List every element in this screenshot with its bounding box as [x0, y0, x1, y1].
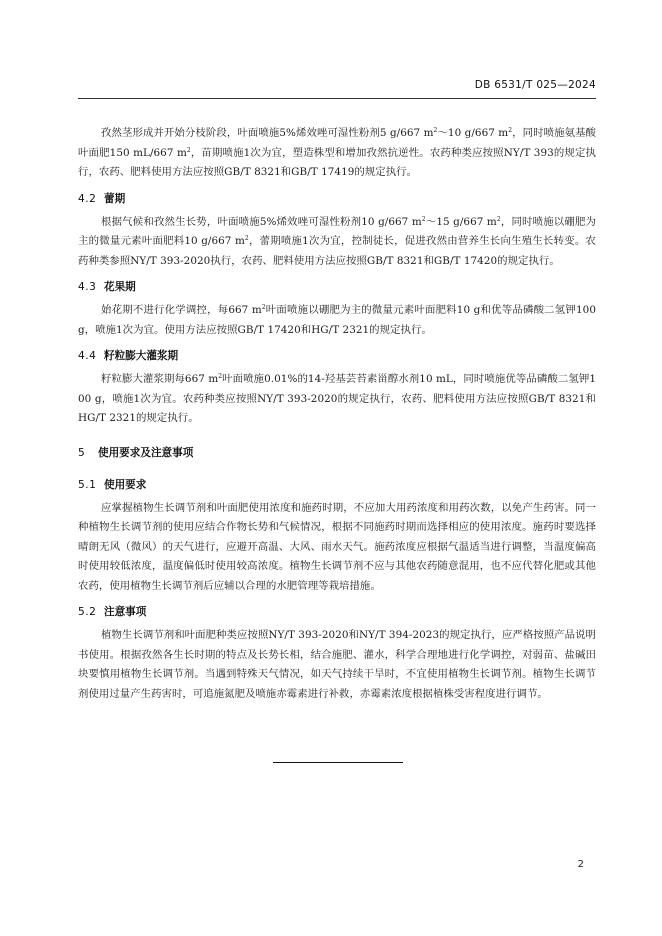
clause-4-2-text: 根据气候和孜然生长势，叶面喷施5%烯效唑可湿性粉剂10 g/667 $m^2\sim 15$ g/667 $m^2$，同时喷施以硼肥为主的微量元素叶面肥料10 g/667 $m^2$，蕾期喷施1次为宜，控制徒长，促进孜然由营养生长向生殖生长转变。农药种类参照NY/T 393-2020执行，农药、肥料使用方法应按照GB/T 8321和GB/T 17420的规定执行。 — [78, 215, 597, 267]
clause-5-1-text: 应掌握植物生长调节剂和叶面肥使用浓度和施药时期，不应加大用药浓度和用药次数，以免产生药害。同一种植物生长调节剂的使用应结合作物长势和气候情况，根据不同施药时期而选择相应的使用浓度。施药时要选择晴朗无风（微风）的天气进行，应避开高温、大风、雨水天气。施药浓度应根据气温适当进行调整，当温度偏高时使用较低浓度，温度偏低时使用较高浓度。植物生长调节剂不应与其他农药随意混用，也不应代替化肥或其他农药，使用植物生长调节剂后应辅以合理的水肥管理等栽培措施。 — [78, 501, 596, 592]
clause-4-4-text: 籽粒膨大灌浆期每667 $m^2$叶面喷施0.01%的14-羟基芸苔素甾醇水剂10 mL，同时喷施优等品磷酸二氢钾100 g，喷施1次为宜。农药种类应按照NY/T 393-2020的规定执行，农药、肥料使用方法应按照GB/T 8321和HG/T 2321的规定执行。 — [78, 373, 596, 424]
clause-5-2-text: 植物生长调节剂和叶面肥种类应按照NY/T 393-2020和NY/T 394-2023的规定执行，应严格按照产品说明书使用。根据孜然各生长时期的特点及长势长相，结合施肥、灌水，科学合理地进行化学调控，对弱苗、盐碱田块要慎用植物生长调节剂。当遇到特殊天气情况，如天气持续干旱时，不宜使用植物生长调节剂。植物生长调节剂使用过量产生药害时，可追施氮肥及喷施赤霉素进行补救，赤霉素浓度根据植株受害程度进行调节。 — [78, 629, 596, 700]
document-code: DB 6531/T 025—2024 — [474, 79, 596, 91]
clause-5-1-heading — [78, 477, 596, 493]
clause-4-3-heading — [78, 279, 596, 295]
clause-4-1-continued-text: 孜然茎形成并开始分枝阶段，叶面喷施5%烯效唑可湿性粉剂5 g/667 $m^2\sim 10$ g/667 $m^2$，同时喷施氨基酸叶面肥150 mL/667 $m^2$，苗期喷施1次为宜，塑造株型和增加孜然抗逆性。农药种类应按照NY/T 393的规定执行，农药、肥料使用方法应按照GB/T 8321和GB/T 17419的规定执行。 — [78, 127, 597, 178]
clause-5-2-heading — [78, 604, 596, 620]
clause-5-2-number: 5.2 — [78, 606, 97, 618]
clause-4-4-number: 4.4 — [78, 350, 97, 362]
clause-4-3-text: 始花期不进行化学调控，每667 $m^2$叶面喷施以硼肥为主的微量元素叶面肥料10 g和优等品磷酸二氢钾100 g，喷施1次为宜。使用方法应按照GB/T 17420和HG/T 2321的规定执行。 — [78, 304, 596, 336]
clause-5-1-title: 使用要求 — [104, 478, 147, 491]
document-body — [78, 124, 596, 704]
clause-5-title: 使用要求及注意事项 — [98, 446, 194, 459]
clause-5-heading — [78, 445, 596, 461]
clause-4-3-title: 花果期 — [104, 281, 136, 293]
clause-4-3-number: 4.3 — [78, 281, 97, 293]
clause-4-4-title: 籽粒膨大灌浆期 — [104, 350, 179, 362]
end-of-document-rule — [273, 762, 403, 763]
header-rule — [78, 98, 596, 99]
clause-5-2-title: 注意事项 — [104, 606, 147, 618]
clause-5-1-number: 5.1 — [78, 478, 97, 491]
clause-4-2-heading — [78, 191, 596, 207]
clause-4-2-title: 蕾期 — [104, 192, 126, 205]
page-number: 2 — [577, 859, 584, 870]
clause-4-2-number: 4.2 — [78, 192, 97, 205]
clause-5-number: 5 — [78, 446, 86, 459]
clause-4-4-heading — [78, 348, 596, 364]
